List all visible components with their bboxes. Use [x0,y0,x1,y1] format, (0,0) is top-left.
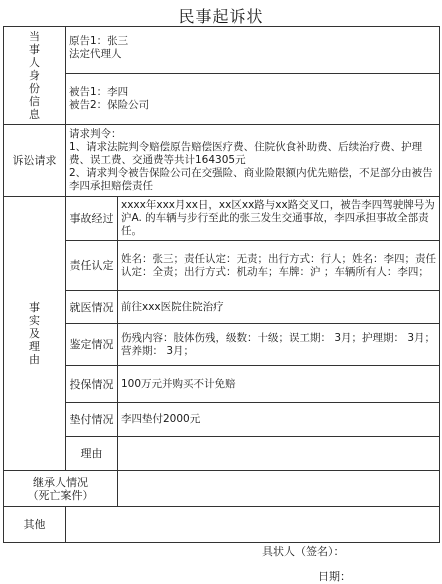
fact-row-liability [4,241,440,291]
heir-label-line-1: 继承人情况 [33,475,88,489]
fact-row-accident [4,197,440,241]
fact-row-advance-payment [4,403,440,437]
fact-label-accident: 事故经过 [66,197,118,241]
party-info-label-text: 当事人身份信息 [29,30,40,121]
claims-line-3: 2、请求判令被告保险公司在交强险、商业险限额内优先赔偿，不足部分由被告李四承担赔偿责任 [69,167,433,192]
fact-text-reason [118,437,440,471]
defendant1-entry: 被告1：李四 [69,86,129,98]
plaintiff-entry: 原告1：张三 [69,35,129,47]
facts-label [4,197,66,471]
claims-line-1: 请求判令： [69,128,122,140]
party-info-content [66,27,440,125]
claims-line-2: 1、请求法院判令赔偿原告赔偿医疗费、住院伙食补助费、后续治疗费、护理费、误工费、交通费等共计164305元 [69,141,423,166]
facts-label-text: 事实及理由 [29,301,40,366]
fact-label-insurance: 投保情况 [66,366,118,403]
other-row [4,507,440,543]
fact-text-advance-payment: 李四垫付2000元 [118,403,440,437]
party-info-label [4,27,66,125]
party-info-row [4,27,440,125]
claims-label: 诉讼请求 [4,125,66,197]
plaintiff-signature-label: 具状人（签名）： [262,545,345,558]
fact-label-appraisal: 鉴定情况 [66,324,118,366]
defendant2-entry: 被告2：保险公司 [69,99,150,111]
heir-label-line-2: （死亡案件） [27,488,94,502]
fact-row-insurance [4,366,440,403]
signature-date-label: 日期： [318,570,351,583]
fact-row-appraisal [4,324,440,366]
claims-content [66,125,440,197]
fact-text-liability: 姓名：张三；责任认定：无责；出行方式：行人；姓名：李四；责任认定：全责；出行方式：机动车；车牌：沪 ；车辆所有人：李四； [118,241,440,291]
fact-text-insurance: 100万元并购买不计免赔 [118,366,440,403]
fact-label-liability: 责任认定 [66,241,118,291]
heir-row [4,471,440,507]
claims-row [4,125,440,197]
fact-row-medical [4,291,440,324]
other-content [66,507,440,543]
heir-label [4,471,118,507]
fact-text-appraisal: 伤残内容：肢体伤残，级数：十级；误工期： 3月；护理期： 3月；营养期： 3月； [118,324,440,366]
complaint-form-table [3,26,440,543]
fact-text-medical: 前往xxx医院住院治疗 [118,291,440,324]
fact-text-accident: xxxx年xxx月xx日，xx区xx路与xx路交叉口，被告李四驾驶牌号为沪A. 的车辆与步行至此的张三发生交通事故，李四承担事故全部责任。 [118,197,440,241]
document-title: 民事起诉状 [178,7,264,26]
fact-label-medical: 就医情况 [66,291,118,324]
fact-label-reason: 理由 [66,437,118,471]
other-label: 其他 [4,507,66,543]
fact-row-reason [4,437,440,471]
heir-content [118,471,440,507]
fact-label-advance-payment: 垫付情况 [66,403,118,437]
legal-agent-entry: 法定代理人 [69,48,122,60]
